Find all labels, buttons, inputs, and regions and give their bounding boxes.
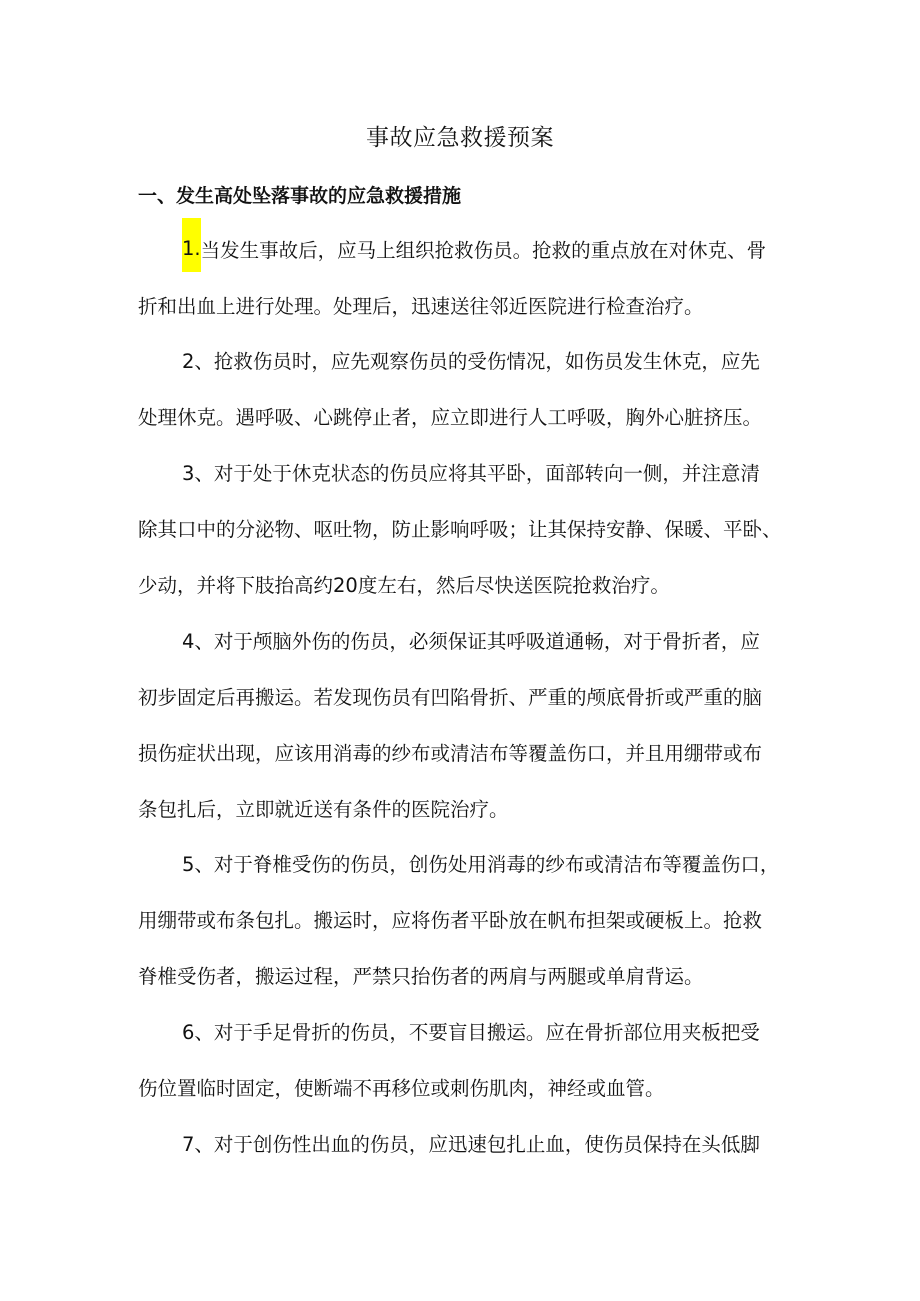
paragraph-line: 2、抢救伤员时，应先观察伤员的受伤情况，如伤员发生休克，应先 xyxy=(182,350,760,373)
paragraph-line: 初步固定后再搬运。若发现伤员有凹陷骨折、严重的颅底骨折或严重的脑 xyxy=(138,686,763,709)
line-text: 当发生事故后，应马上组织抢救伤员。抢救的重点放在对休克、骨 xyxy=(200,239,767,262)
paragraph-line xyxy=(182,234,766,268)
paragraph-line: 4、对于颅脑外伤的伤员，必须保证其呼吸道通畅，对于骨折者，应 xyxy=(182,630,760,653)
paragraph-line: 3、对于处于休克状态的伤员应将其平卧，面部转向一侧，并注意清 xyxy=(182,462,760,485)
paragraph-line: 处理休克。遇呼吸、心跳停止者，应立即进行人工呼吸，胸外心脏挤压。 xyxy=(138,406,763,429)
highlighted-number: 1. xyxy=(182,218,201,272)
paragraph-line: 脊椎受伤者，搬运过程，严禁只抬伤者的两肩与两腿或单肩背运。 xyxy=(138,965,704,988)
paragraph-line: 损伤症状出现，应该用消毒的纱布或清洁布等覆盖伤口，并且用绷带或布 xyxy=(138,742,763,765)
document-title: 事故应急救援预案 xyxy=(366,125,554,151)
paragraph-line: 6、对于手足骨折的伤员，不要盲目搬运。应在骨折部位用夹板把受 xyxy=(182,1021,760,1044)
paragraph-line: 5、对于脊椎受伤的伤员，创伤处用消毒的纱布或清洁布等覆盖伤口， xyxy=(182,853,780,876)
section-heading: 一、发生高处坠落事故的应急救援措施 xyxy=(138,185,462,207)
paragraph-line: 折和出血上进行处理。处理后，迅速送往邻近医院进行检查治疗。 xyxy=(138,295,704,318)
paragraph-line: 用绷带或布条包扎。搬运时，应将伤者平卧放在帆布担架或硬板上。抢救 xyxy=(138,909,763,932)
paragraph-line: 7、对于创伤性出血的伤员，应迅速包扎止血，使伤员保持在头低脚 xyxy=(182,1133,760,1156)
paragraph-line: 伤位置临时固定，使断端不再移位或刺伤肌肉，神经或血管。 xyxy=(138,1077,665,1100)
paragraph-line: 条包扎后，立即就近送有条件的医院治疗。 xyxy=(138,798,509,821)
paragraph-line: 少动，并将下肢抬高约20度左右，然后尽快送医院抢救治疗。 xyxy=(138,574,670,597)
paragraph-line: 除其口中的分泌物、呕吐物，防止影响呼吸；让其保持安静、保暖、平卧、 xyxy=(138,518,782,541)
